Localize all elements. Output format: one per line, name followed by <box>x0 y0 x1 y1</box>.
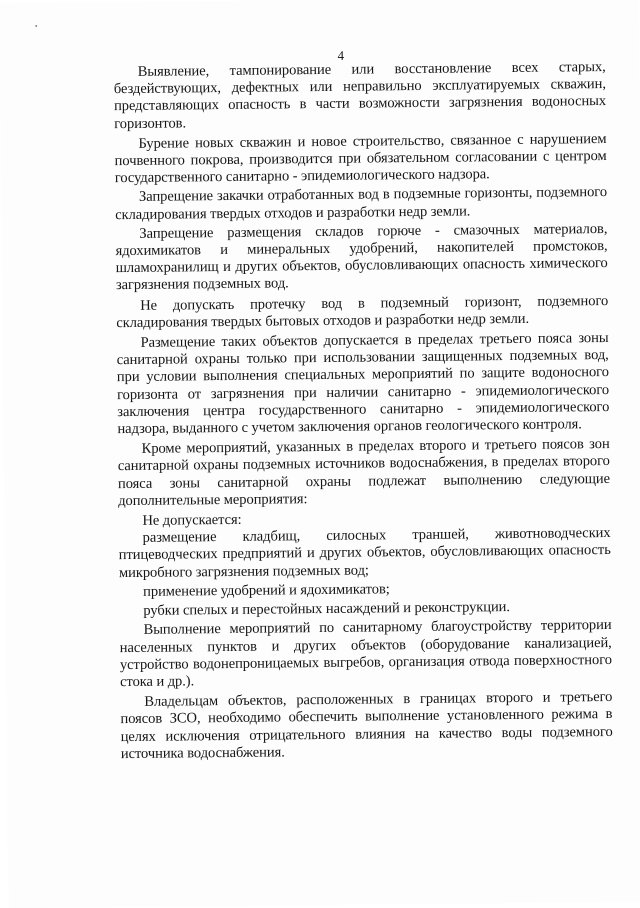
paragraph-sanitation-improvement: Выполнение мероприятий по санитарному благоустройству территории населенных пунктов и других объектов (оборудование канализацией, устройство водонепроницаемых выгребов, организация отвода поверхностного стока и др.). <box>119 617 612 691</box>
paragraph-second-belt-measures: Кроме мероприятий, указанных в пределах второго и третьего поясов зон санитарной охраны подземных источников водоснабжения, в пределах второго пояса зоны санитарной охраны подлежат выполнению следующие дополнительные мероприятия: <box>117 436 611 510</box>
paragraph-third-belt-placement: Размещение таких объектов допускается в пределах третьего пояса зоны санитарной охраны только при использовании защищенных подземных вод, при условии выполнения специальных мероприятий по защите водоносного горизонта от загрязнения при наличии санитарно - эпидемиологического заключения центра государственного санитарно - эпидемиологического надзора, выданного с учетом заключения органов геологического контроля. <box>116 330 610 438</box>
paragraph-owners-obligation: Владельцам объектов, расположенных в границах второго и третьего поясов ЗСО, необходимо обеспечить выполнение установленного режима в целях исключения отрицательного влияния на качество воды подземного источника водоснабжения. <box>120 689 613 762</box>
paragraph-logging: рубки спелых и перестойных насаждений и реконструкции. <box>143 599 510 619</box>
paragraph-not-allowed-heading: Не допускается: <box>142 511 242 529</box>
paragraph-injection-ban: Запрещение закачки отработанных вод в подземные горизонты, подземного складирования твердых отходов и разработки недр земли. <box>115 184 608 223</box>
paragraph-wells-remediation: Выявление, тампонирование или восстановление всех старых, бездействующих, дефектных или неправильно эксплуатируемых скважин, представляющих опасность в части возможности загрязнения водоносных горизонтов. <box>113 59 607 132</box>
paragraph-cemeteries: размещение кладбищ, силосных траншей, животноводческих птицеводческих предприятий и других объектов, обусловливающих опасность микробного загрязнения подземных вод; <box>118 525 611 581</box>
document-body <box>114 59 613 763</box>
paragraph-fertilizers: применение удобрений и ядохимикатов; <box>143 581 390 600</box>
paragraph-leakage-ban: Не допускать протечку вод в подземный горизонт, подземного складирования твердых бытовых отходов и разработки недр земли. <box>116 292 609 331</box>
paragraph-storage-ban: Запрещение размещения складов горюче - смазочных материалов, ядохимикатов и минеральных удобрений, накопителей промстоков, шламохранилищ и других объектов, обусловливающих опасность химического загрязнения подземных вод. <box>115 220 608 294</box>
page-number: 4 <box>337 47 345 63</box>
scan-dot-mark <box>35 25 37 27</box>
paragraph-new-drilling: Бурение новых скважин и новое строительство, связанное с нарушением почвенного покрова, производится при обязательном согласовании с центром государственного санитарно - эпидемиологического надзора. <box>114 130 607 187</box>
